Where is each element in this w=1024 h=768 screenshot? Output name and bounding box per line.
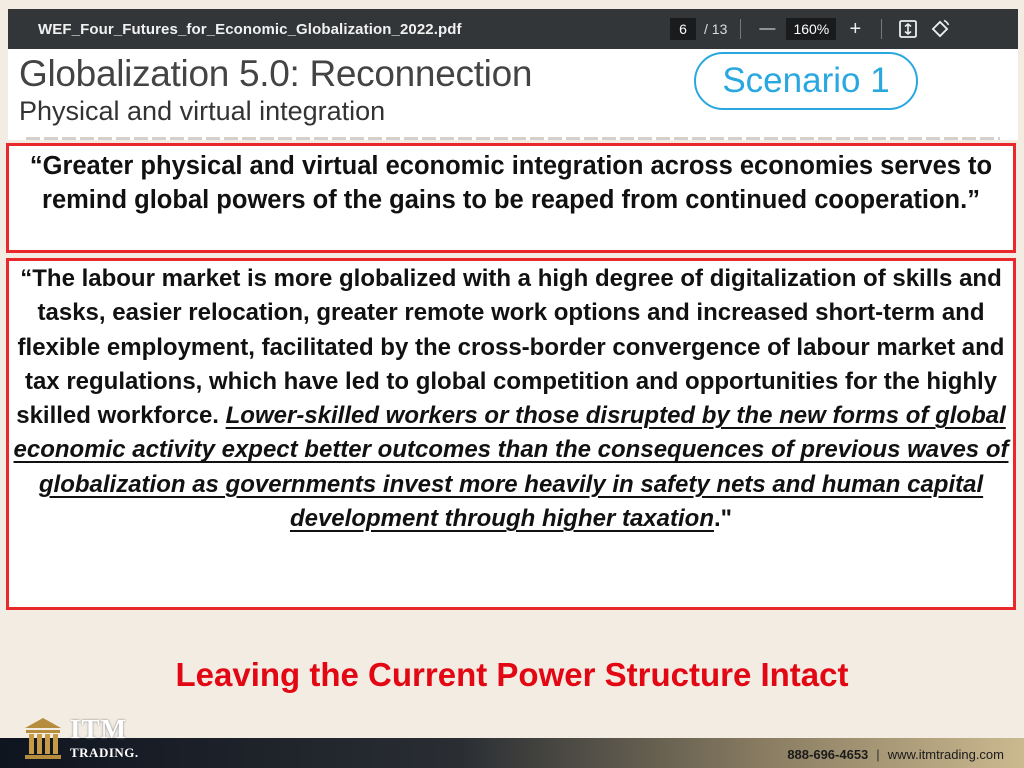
fit-page-button[interactable]	[895, 16, 921, 42]
pdf-heading: Globalization 5.0: Reconnection	[19, 53, 533, 94]
quote-integration-text: “Greater physical and virtual economic integration across economies serves to remind global powers of the gains to be reaped from continued cooperation.”	[29, 152, 993, 214]
total-pages: / 13	[704, 21, 728, 37]
toolbar-divider	[740, 19, 741, 39]
plus-icon: +	[849, 17, 862, 40]
logo-name: ITM	[70, 714, 127, 744]
current-page-input[interactable]: 6	[670, 18, 696, 40]
quote-box-integration	[6, 143, 1016, 253]
pdf-viewer-toolbar	[8, 9, 1018, 49]
footer-contact	[787, 747, 1004, 762]
toolbar-controls	[670, 9, 953, 49]
zoom-level-input[interactable]: 160%	[786, 18, 836, 40]
zoom-out-button[interactable]	[754, 16, 780, 42]
quote-box-labour-market	[6, 258, 1016, 610]
pdf-page	[8, 49, 1018, 140]
rotate-button[interactable]	[927, 16, 953, 42]
quote-labour-text: “The labour market is more globalized with a high degree of digitalization of skills and tasks, easier relocation, greater remote work options and increased short-term and flexible employment, facilitated by the cross-border convergence of labour market and tax regulations, which have led to global competition and opportunities for the highly skilled workforce.	[16, 265, 1005, 430]
footer-bar	[0, 738, 1024, 768]
footer-website: www.itmtrading.com	[887, 747, 1004, 762]
pdf-text-bleed	[8, 136, 1018, 140]
scenario-badge: Scenario 1	[694, 52, 918, 110]
rotate-icon	[929, 18, 951, 40]
zoom-in-button[interactable]	[842, 16, 868, 42]
columns-icon	[22, 716, 64, 762]
footer-divider: |	[876, 747, 880, 762]
quote-labour-end: ."	[713, 505, 733, 533]
itm-trading-logo	[14, 714, 144, 764]
minus-icon: —	[759, 20, 776, 37]
pdf-subheading: Physical and virtual integration	[19, 96, 386, 126]
bleed-line	[26, 137, 1000, 140]
toolbar-divider	[881, 19, 882, 39]
logo-subtitle: TRADING.	[70, 745, 139, 760]
slide-tagline: Leaving the Current Power Structure Intact	[175, 656, 849, 693]
pdf-file-name: WEF_Four_Futures_for_Economic_Globalization_2022.pdf	[38, 20, 462, 38]
footer-phone: 888-696-4653	[787, 747, 869, 762]
quote-labour-emphasis: Lower-skilled workers or those disrupted by the new forms of global economic activity expect better outcomes than the consequences of previous waves of globalization as governments invest more heavily in safety nets and human capital development through higher taxation	[13, 402, 1009, 533]
fit-to-page-icon	[898, 19, 918, 39]
